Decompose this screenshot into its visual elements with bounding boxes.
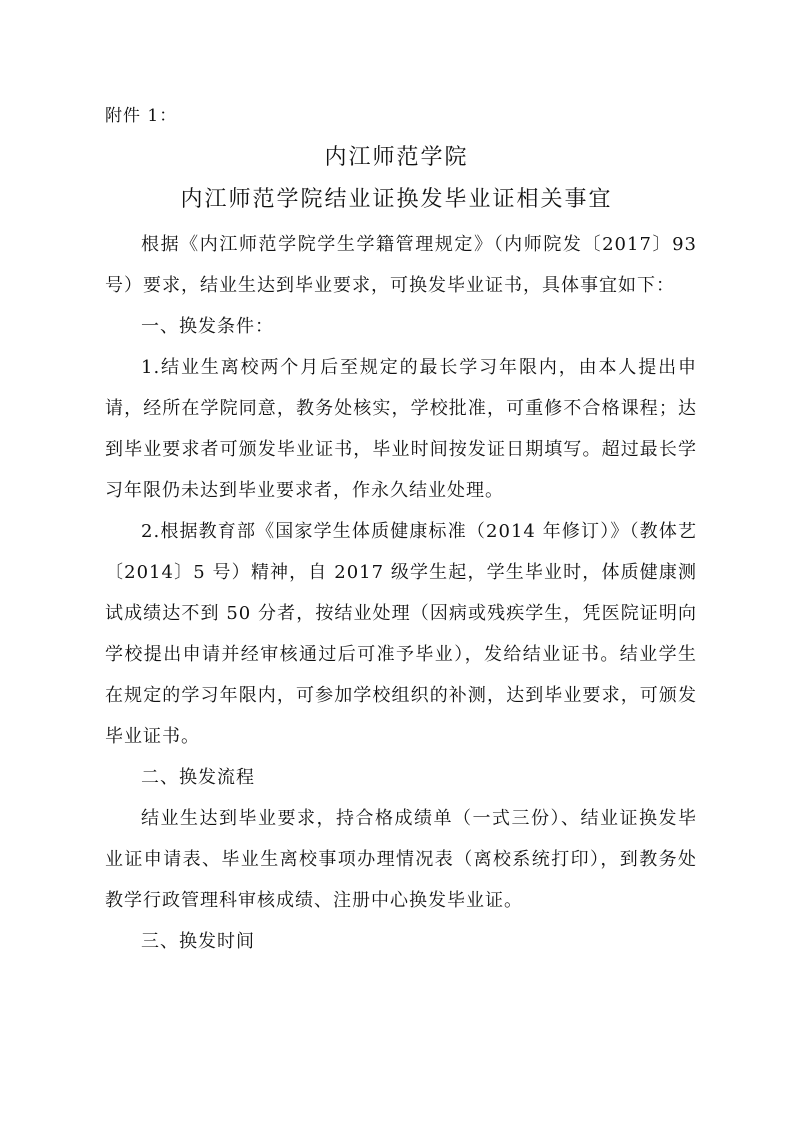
section-heading-process: 二、换发流程: [141, 767, 255, 788]
section-heading-time: 三、换发时间: [141, 931, 255, 952]
condition-item-1: 1.结业生离校两个月后至规定的最长学习年限内，由本人提出申请，经所在学院同意，教务处核实，学校批准，可重修不合格课程；达到毕业要求者可颁发毕业证书，毕业时间按发证日期填写。超过最长学习年限仍未达到毕业要求者，作永久结业处理。: [105, 357, 697, 501]
document-title: 内江师范学院结业证换发毕业证相关事宜: [180, 187, 613, 212]
condition-item-2: 2.根据教育部《国家学生体质健康标准（2014 年修订）》（教体艺〔2014〕5 号）精神，自 2017 级学生起，学生毕业时，体质健康测试成绩达不到 50 分者，按结业处理（因病或残疾学生，凭医院证明向学校提出申请并经审核通过后可准予毕业），发给结业证书。结业学生在规定的学习年限内，可参加学校组织的补测，达到毕业要求，可颁发毕业证书。: [105, 521, 697, 747]
attachment-label: 附件 1：: [105, 106, 178, 126]
section-heading-conditions: 一、换发条件：: [141, 316, 274, 337]
intro-paragraph: 根据《内江师范学院学生学籍管理规定》（内师院发〔2017〕93 号）要求，结业生达到毕业要求，可换发毕业证书，具体事宜如下：: [105, 234, 697, 296]
document-body: [105, 224, 697, 962]
institution-title: 内江师范学院: [324, 145, 469, 170]
process-paragraph: 结业生达到毕业要求，持合格成绩单（一式三份）、结业证换发毕业证申请表、毕业生离校事项办理情况表（离校系统打印），到教务处教学行政管理科审核成绩、注册中心换发毕业证。: [105, 808, 697, 911]
